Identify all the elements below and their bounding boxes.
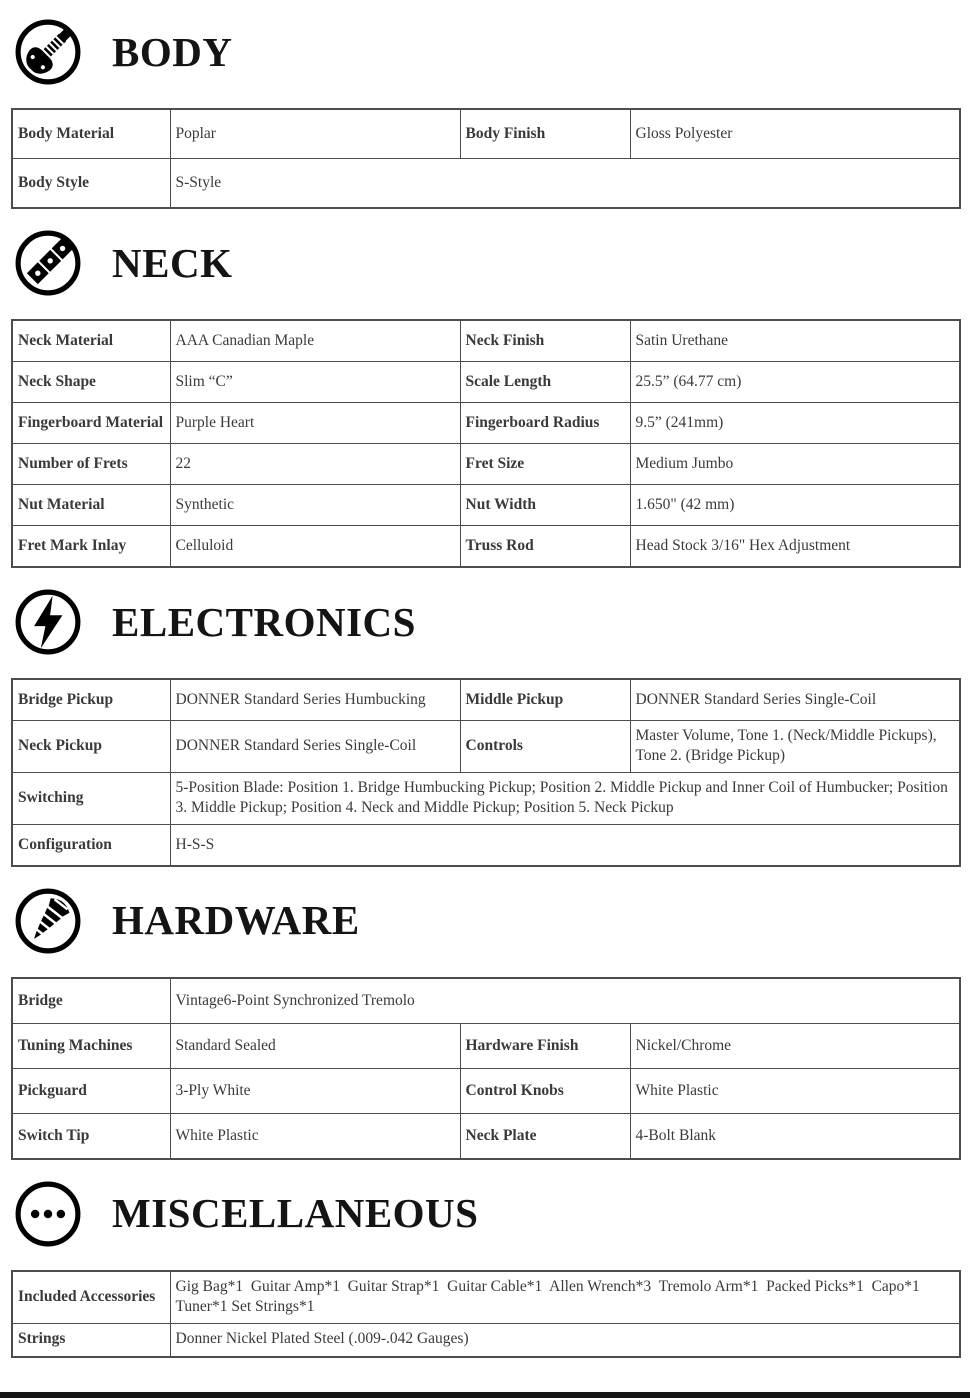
- spec-label-cell: Scale Length: [460, 362, 630, 403]
- spec-value-cell: AAA Canadian Maple: [170, 320, 460, 362]
- spec-label-cell: Truss Rod: [460, 526, 630, 568]
- spec-label-cell: Included Accessories: [12, 1271, 170, 1323]
- spec-label-cell: Switch Tip: [12, 1113, 170, 1159]
- spec-value-cell: Gig Bag*1 Guitar Amp*1 Guitar Strap*1 Guitar Cable*1 Allen Wrench*3 Tremolo Arm*1 Packed Picks*1 Capo*1 Tuner*1 Set Strings*1: [170, 1271, 960, 1323]
- spec-label-cell: Neck Plate: [460, 1113, 630, 1159]
- spec-row: [12, 772, 960, 824]
- spec-row: [12, 403, 960, 444]
- spec-value-cell: DONNER Standard Series Humbucking: [170, 679, 460, 721]
- spec-row: [12, 824, 960, 866]
- spec-value-cell: Gloss Polyester: [630, 109, 960, 159]
- spec-value-cell: Medium Jumbo: [630, 444, 960, 485]
- spec-value-cell: 5-Position Blade: Position 1. Bridge Humbucking Pickup; Position 2. Middle Pickup and Inner Coil of Humbucker; Position 3. Middle Pickup; Position 4. Neck and Middle Pickup; Position 5. Neck Pickup: [170, 772, 960, 824]
- spec-value-cell: Slim “C”: [170, 362, 460, 403]
- fretboard-icon: [14, 229, 82, 297]
- spec-label-cell: Fret Size: [460, 444, 630, 485]
- spec-value-cell: Celluloid: [170, 526, 460, 568]
- spec-table-miscellaneous: [11, 1270, 961, 1358]
- spec-row: [12, 1271, 960, 1323]
- spec-label-cell: Body Material: [12, 109, 170, 159]
- screw-icon: [14, 887, 82, 955]
- section-header-miscellaneous: [14, 1180, 970, 1248]
- spec-table-electronics: [11, 678, 961, 867]
- section-title: BODY: [112, 28, 233, 75]
- spec-row: [12, 1023, 960, 1068]
- spec-value-cell: 1.650" (42 mm): [630, 485, 960, 526]
- section-header-electronics: [14, 588, 970, 656]
- spec-table-hardware: [11, 977, 961, 1160]
- spec-value-cell: DONNER Standard Series Single-Coil: [630, 679, 960, 721]
- spec-label-cell: Fret Mark Inlay: [12, 526, 170, 568]
- section-miscellaneous: [0, 1180, 970, 1358]
- spec-label-cell: Controls: [460, 721, 630, 773]
- section-body: [0, 18, 970, 209]
- spec-value-cell: Nickel/Chrome: [630, 1023, 960, 1068]
- spec-label-cell: Neck Finish: [460, 320, 630, 362]
- spec-label-cell: Control Knobs: [460, 1068, 630, 1113]
- spec-label-cell: Number of Frets: [12, 444, 170, 485]
- spec-row: [12, 362, 960, 403]
- spec-label-cell: Bridge Pickup: [12, 679, 170, 721]
- spec-table-neck: [11, 319, 961, 568]
- spec-label-cell: Configuration: [12, 824, 170, 866]
- spec-label-cell: Neck Material: [12, 320, 170, 362]
- guitar-icon: [14, 18, 82, 86]
- spec-label-cell: Strings: [12, 1323, 170, 1357]
- spec-label-cell: Fingerboard Radius: [460, 403, 630, 444]
- spec-row: [12, 721, 960, 773]
- spec-value-cell: 4-Bolt Blank: [630, 1113, 960, 1159]
- spec-row: [12, 679, 960, 721]
- spec-label-cell: Body Finish: [460, 109, 630, 159]
- spec-label-cell: Fingerboard Material: [12, 403, 170, 444]
- spec-value-cell: 9.5” (241mm): [630, 403, 960, 444]
- spec-value-cell: White Plastic: [170, 1113, 460, 1159]
- spec-value-cell: Standard Sealed: [170, 1023, 460, 1068]
- spec-label-cell: Body Style: [12, 159, 170, 209]
- spec-value-cell: White Plastic: [630, 1068, 960, 1113]
- spec-label-cell: Nut Width: [460, 485, 630, 526]
- spec-row: [12, 1323, 960, 1357]
- spec-value-cell: Vintage6-Point Synchronized Tremolo: [170, 978, 960, 1024]
- spec-value-cell: Satin Urethane: [630, 320, 960, 362]
- spec-label-cell: Nut Material: [12, 485, 170, 526]
- spec-value-cell: Head Stock 3/16" Hex Adjustment: [630, 526, 960, 568]
- spec-label-cell: Switching: [12, 772, 170, 824]
- spec-row: [12, 978, 960, 1024]
- spec-value-cell: 25.5” (64.77 cm): [630, 362, 960, 403]
- section-title: HARDWARE: [112, 897, 360, 944]
- spec-label-cell: Neck Shape: [12, 362, 170, 403]
- spec-value-cell: S-Style: [170, 159, 960, 209]
- spec-value-cell: H-S-S: [170, 824, 960, 866]
- spec-value-cell: Master Volume, Tone 1. (Neck/Middle Pickups), Tone 2. (Bridge Pickup): [630, 721, 960, 773]
- section-hardware: [0, 887, 970, 1160]
- spec-row: [12, 485, 960, 526]
- spec-value-cell: DONNER Standard Series Single-Coil: [170, 721, 460, 773]
- spec-value-cell: Purple Heart: [170, 403, 460, 444]
- spec-row: [12, 1113, 960, 1159]
- spec-sheet: [0, 18, 970, 1358]
- spec-value-cell: 22: [170, 444, 460, 485]
- spec-table-body: [11, 108, 961, 209]
- spec-row: [12, 1068, 960, 1113]
- spec-value-cell: Donner Nickel Plated Steel (.009-.042 Gauges): [170, 1323, 960, 1357]
- section-header-hardware: [14, 887, 970, 955]
- spec-label-cell: Neck Pickup: [12, 721, 170, 773]
- spec-value-cell: 3-Ply White: [170, 1068, 460, 1113]
- bottom-divider: [0, 1392, 970, 1398]
- spec-row: [12, 320, 960, 362]
- spec-row: [12, 526, 960, 568]
- section-title: ELECTRONICS: [112, 598, 416, 645]
- lightning-icon: [14, 588, 82, 656]
- section-header-neck: [14, 229, 970, 297]
- section-title: MISCELLANEOUS: [112, 1190, 479, 1237]
- spec-value-cell: Synthetic: [170, 485, 460, 526]
- section-header-body: [14, 18, 970, 86]
- spec-row: [12, 159, 960, 209]
- spec-label-cell: Tuning Machines: [12, 1023, 170, 1068]
- spec-row: [12, 444, 960, 485]
- ellipsis-icon: [14, 1180, 82, 1248]
- spec-label-cell: Middle Pickup: [460, 679, 630, 721]
- section-electronics: [0, 588, 970, 867]
- section-title: NECK: [112, 239, 233, 286]
- spec-label-cell: Bridge: [12, 978, 170, 1024]
- section-neck: [0, 229, 970, 568]
- spec-value-cell: Poplar: [170, 109, 460, 159]
- spec-label-cell: Hardware Finish: [460, 1023, 630, 1068]
- spec-label-cell: Pickguard: [12, 1068, 170, 1113]
- spec-row: [12, 109, 960, 159]
